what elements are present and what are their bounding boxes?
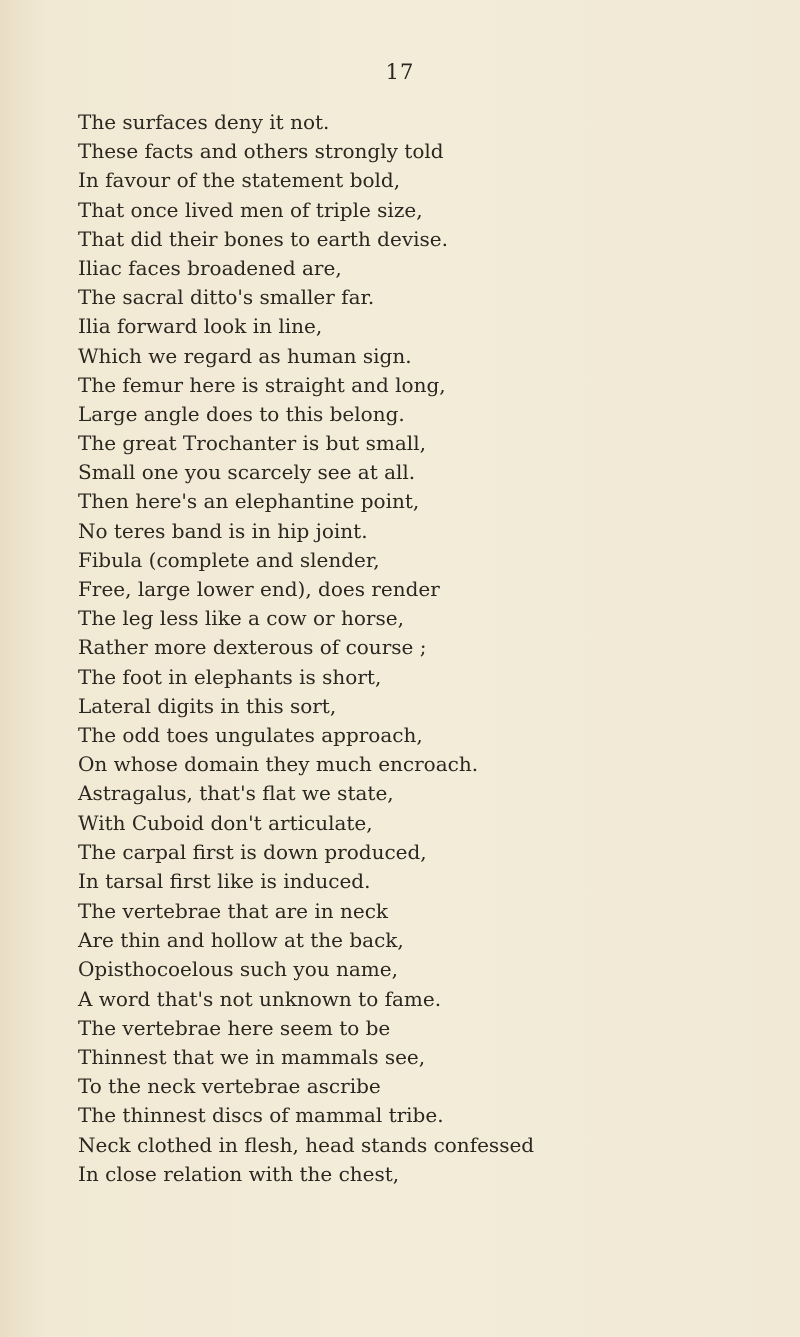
stanza-2: [78, 897, 778, 1189]
verse-line: With Cuboid don't articulate,: [78, 810, 373, 835]
page-number: 17: [385, 60, 415, 84]
verse-line: These facts and others strongly told: [78, 139, 444, 164]
verse-line: Free, large lower end), does render: [78, 577, 440, 601]
verse-line: In favour of the statement bold,: [78, 168, 401, 193]
verse-line: A word that's not unknown to fame.: [78, 986, 442, 1011]
verse-line: To the neck vertebrae ascribe: [78, 1074, 381, 1099]
verse-line: In close relation with the chest,: [78, 1161, 400, 1186]
verse-line: The surfaces deny it not.: [78, 110, 330, 134]
verse-line: Are thin and hollow at the back,: [78, 928, 404, 953]
stanza-1: [78, 108, 778, 896]
verse-line: Large angle does to this belong.: [78, 401, 405, 426]
verse-line: Opisthocoelous such you name,: [78, 957, 398, 982]
verse-line: The carpal first is down produced,: [78, 839, 427, 864]
verse-line: The sacral ditto's smaller far.: [78, 285, 375, 310]
verse-line: Neck clothed in flesh, head stands confessed: [78, 1132, 535, 1157]
verse-line: The thinnest discs of mammal tribe.: [78, 1103, 444, 1128]
verse-line: Then here's an elephantine point,: [78, 489, 420, 514]
verse-line: Ilia forward look in line,: [78, 314, 323, 339]
verse-line: Iliac faces broadened are,: [78, 255, 342, 280]
verse-line: Rather more dexterous of course ;: [78, 635, 427, 660]
verse-line: Lateral digits in this sort,: [78, 693, 337, 718]
verse-line: Thinnest that we in mammals see,: [78, 1044, 426, 1069]
verse-line: That did their bones to earth devise.: [78, 226, 448, 251]
verse-line: The leg less like a cow or horse,: [78, 606, 404, 631]
verse-line: The vertebrae here seem to be: [78, 1015, 391, 1040]
verse-line: The odd toes ungulates approach,: [78, 722, 423, 747]
verse-line: The foot in elephants is short,: [78, 664, 382, 689]
verse-line: No teres band is in hip joint.: [78, 518, 368, 543]
verse-line: Small one you scarcely see at all.: [78, 460, 416, 485]
verse-line: Fibula (complete and slender,: [78, 547, 380, 572]
verse-line: The great Trochanter is but small,: [78, 431, 426, 456]
verse-line: On whose domain they much encroach.: [78, 752, 479, 777]
verse-line: Which we regard as human sign.: [78, 343, 412, 368]
verse-line: The femur here is straight and long,: [78, 372, 446, 397]
verse-line: Astragalus, that's flat we state,: [78, 781, 394, 806]
verse-line: The vertebrae that are in neck: [78, 899, 389, 923]
verse-line: That once lived men of triple size,: [78, 197, 423, 222]
verse-line: In tarsal first like is induced.: [78, 868, 371, 893]
